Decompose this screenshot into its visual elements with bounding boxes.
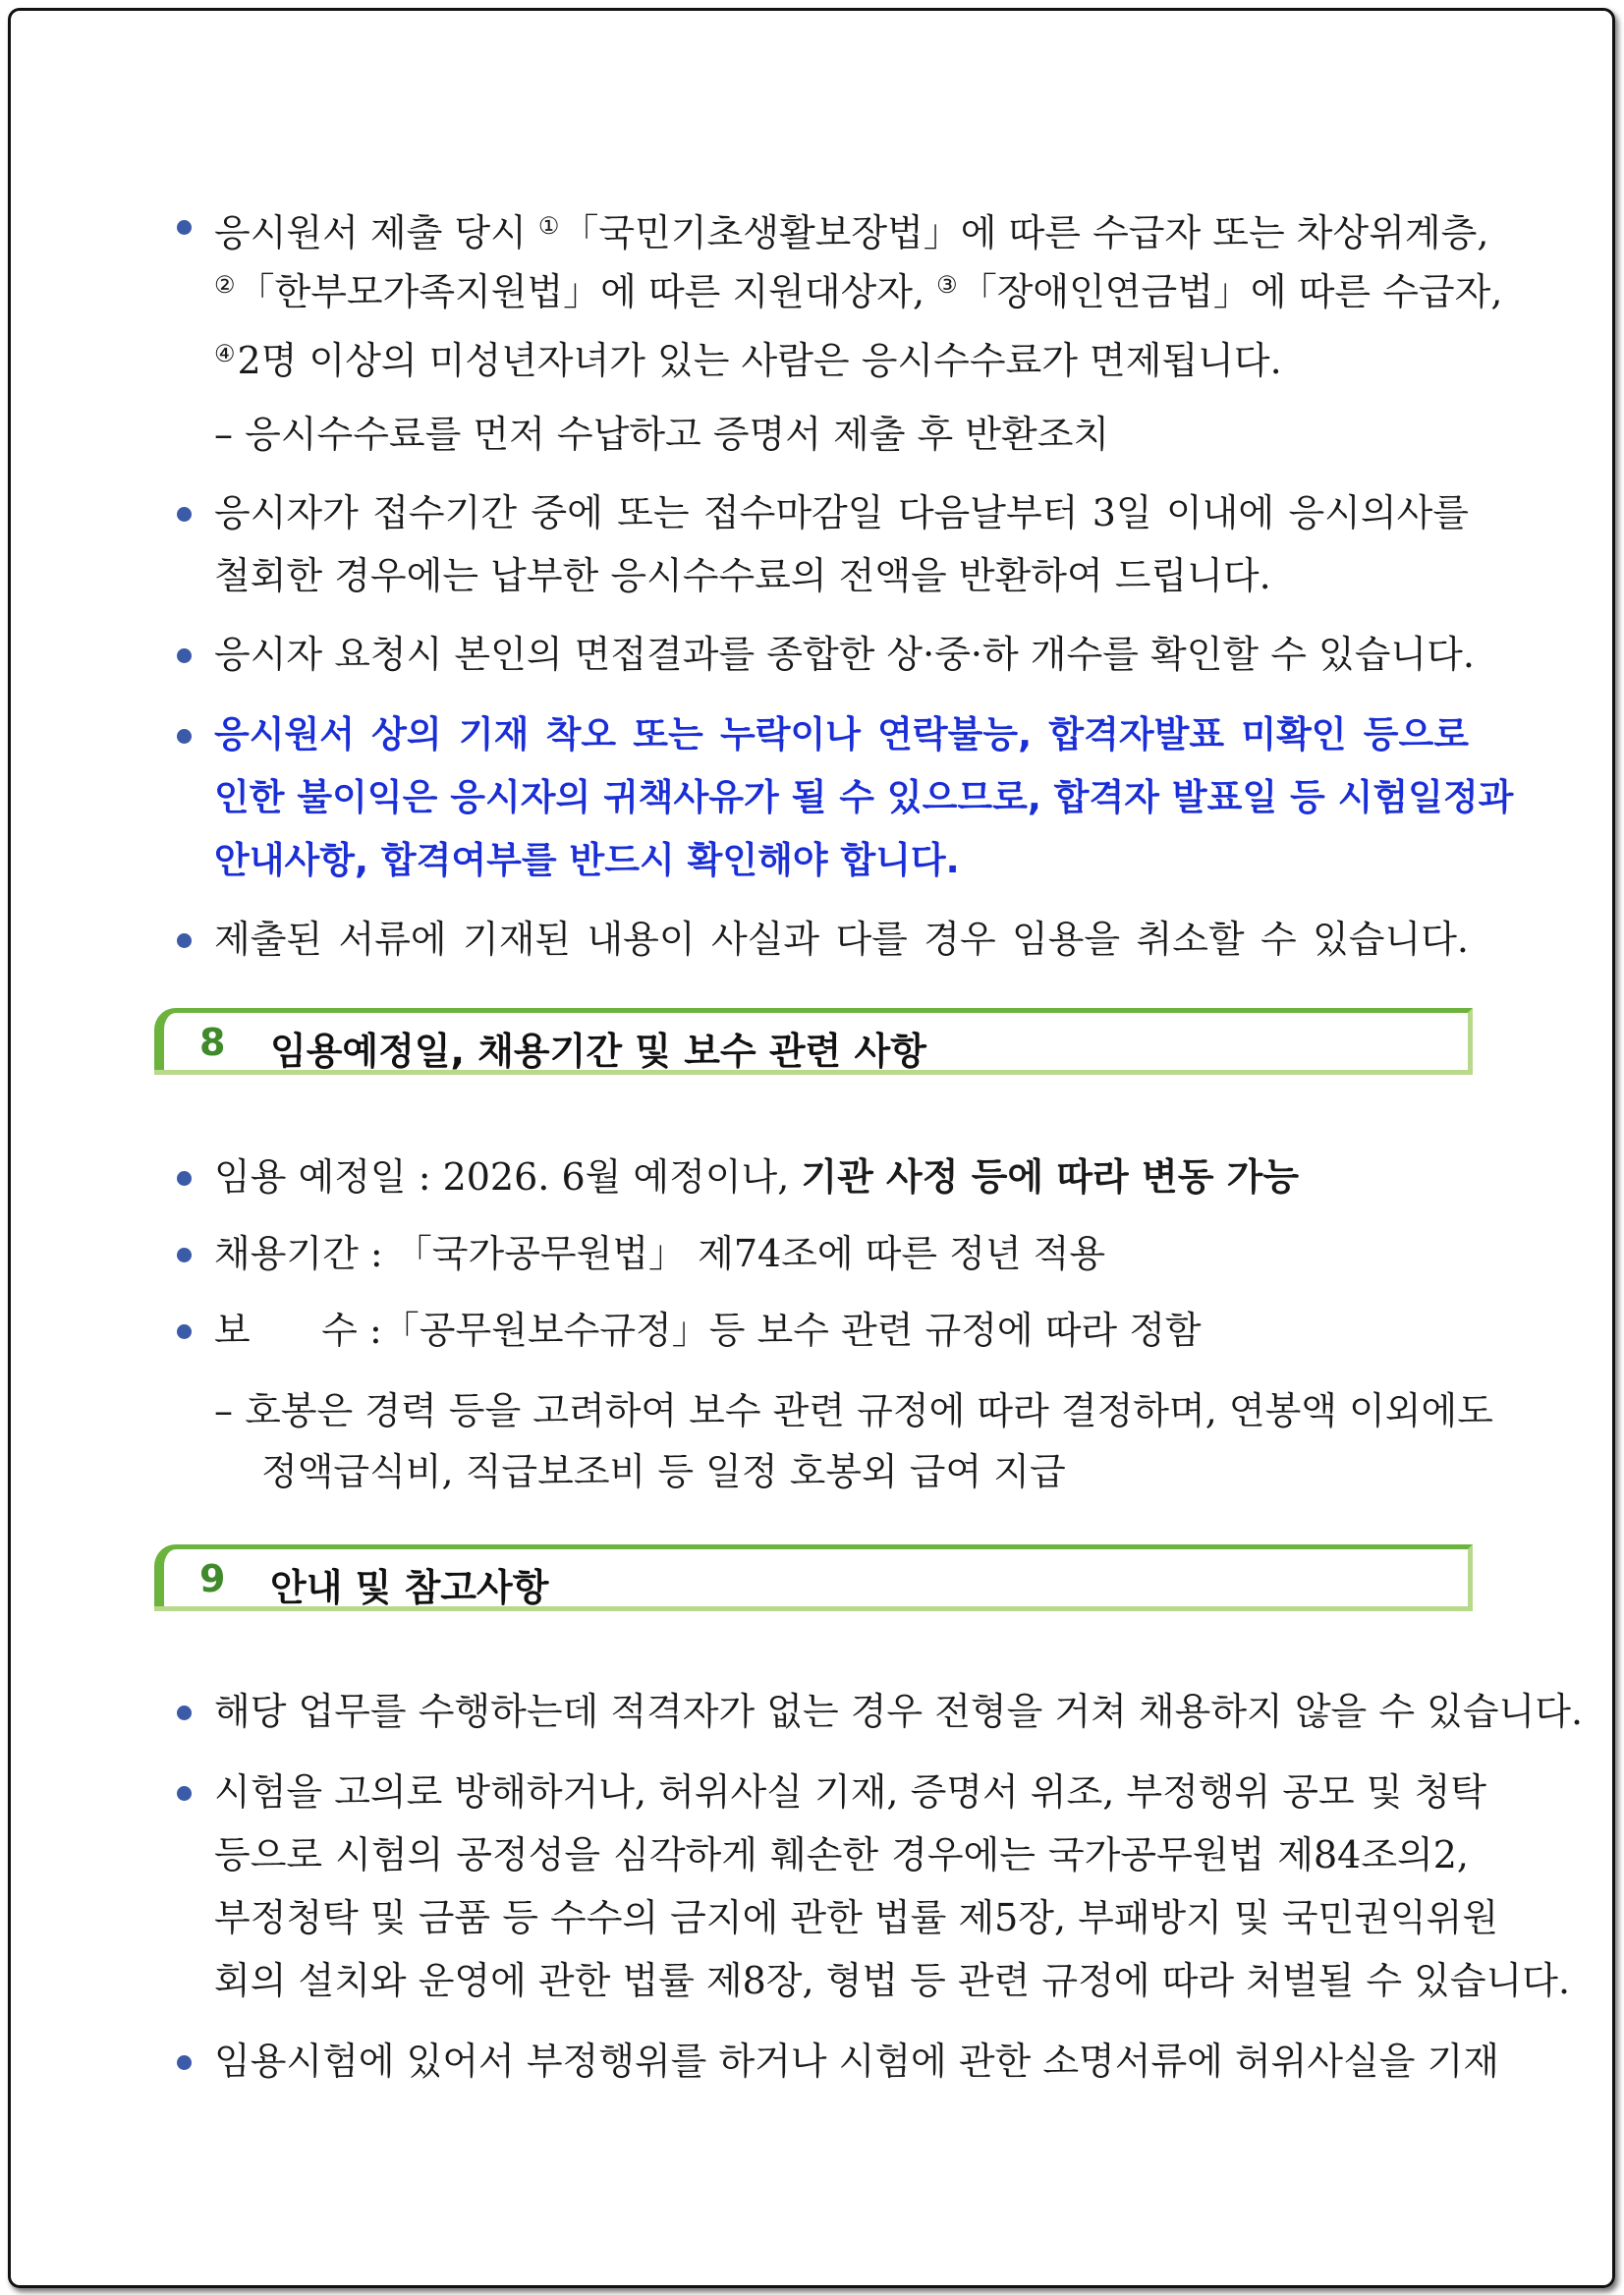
section-9-heading <box>154 1544 1473 1611</box>
bullet-icon <box>177 1786 192 1801</box>
fee-exemption-sub: – 응시수수료를 먼저 수납하고 증명서 제출 후 반환조치 <box>214 413 1110 456</box>
bullet-icon <box>177 507 192 522</box>
bullet-icon <box>177 729 192 744</box>
bullet-icon <box>177 933 192 948</box>
appointment-date-line: 임용 예정일 : 2026. 6월 예정이나, 기관 사정 등에 따라 변동 가능 <box>214 1155 1300 1199</box>
salary-line: 보 수 :「공무원보수규정」등 보수 관련 규정에 따라 정함 <box>214 1309 1202 1352</box>
section-number: 8 <box>199 1021 226 1064</box>
salary-detail-line-1: – 호봉은 경력 등을 고려하여 보수 관련 규정에 따라 결정하며, 연봉액 이외에도 <box>214 1389 1493 1432</box>
refund-line-2: 철회한 경우에는 납부한 응시수수료의 전액을 반환하여 드립니다. <box>214 554 1271 597</box>
misconduct-line-2: 등으로 시험의 공정성을 심각하게 훼손한 경우에는 국가공무원법 제84조의2, <box>214 1833 1469 1876</box>
warning-line-2: 인한 불이익은 응시자의 귀책사유가 될 수 있으므로, 합격자 발표일 등 시험일정과 <box>214 776 1514 818</box>
no-qualified-line: 해당 업무를 수행하는데 적격자가 없는 경우 전형을 거쳐 채용하지 않을 수 있습니다. <box>214 1690 1584 1733</box>
cancel-appointment-line: 제출된 서류에 기재된 내용이 사실과 다를 경우 임용을 취소할 수 있습니다. <box>214 918 1469 961</box>
misconduct-line-4: 회의 설치와 운영에 관한 법률 제8장, 형법 등 관련 규정에 따라 처벌될 수 있습니다. <box>214 1959 1571 2002</box>
bullet-icon <box>177 1248 192 1262</box>
bullet-icon <box>177 648 192 663</box>
bullet-icon <box>177 220 192 235</box>
warning-line-3: 안내사항, 합격여부를 반드시 확인해야 합니다. <box>214 839 960 881</box>
fee-exemption-line-3: ④2명 이상의 미성년자녀가 있는 사람은 응시수수료가 면제됩니다. <box>214 339 1282 382</box>
bullet-icon <box>177 1171 192 1186</box>
misconduct-line-1: 시험을 고의로 방해하거나, 허위사실 기재, 증명서 위조, 부정행위 공모 및 청탁 <box>214 1770 1486 1814</box>
salary-detail-line-2: 정액급식비, 직급보조비 등 일정 호봉외 급여 지급 <box>261 1450 1066 1493</box>
misconduct-line-3: 부정청탁 및 금품 등 수수의 금지에 관한 법률 제5장, 부패방지 및 국민권익위원 <box>214 1896 1499 1939</box>
section-number: 9 <box>199 1557 226 1600</box>
fee-exemption-line-2: ②「한부모가족지원법」에 따른 지원대상자, ③「장애인연금법」에 따른 수급자, <box>214 270 1503 313</box>
section-title: 안내 및 참고사항 <box>270 1566 549 1609</box>
bullet-icon <box>177 1706 192 1720</box>
employment-period-line: 채용기간 : 「국가공무원법」 제74조에 따른 정년 적용 <box>214 1232 1106 1275</box>
interview-result-line: 응시자 요청시 본인의 면접결과를 종합한 상·중·하 개수를 확인할 수 있습니다. <box>214 633 1475 676</box>
bullet-icon <box>177 1324 192 1339</box>
false-document-line: 임용시험에 있어서 부정행위를 하거나 시험에 관한 소명서류에 허위사실을 기재 <box>214 2040 1499 2083</box>
refund-line-1: 응시자가 접수기간 중에 또는 접수마감일 다음날부터 3일 이내에 응시의사를 <box>214 491 1469 534</box>
fee-exemption-line-1: 응시원서 제출 당시 ①「국민기초생활보장법」에 따른 수급자 또는 차상위계층, <box>214 211 1489 254</box>
section-8-heading <box>154 1008 1473 1075</box>
bullet-icon <box>177 2055 192 2070</box>
section-title: 임용예정일, 채용기간 및 보수 관련 사항 <box>270 1030 926 1073</box>
warning-line-1: 응시원서 상의 기재 착오 또는 누락이나 연락불능, 합격자발표 미확인 등으로 <box>214 713 1469 756</box>
